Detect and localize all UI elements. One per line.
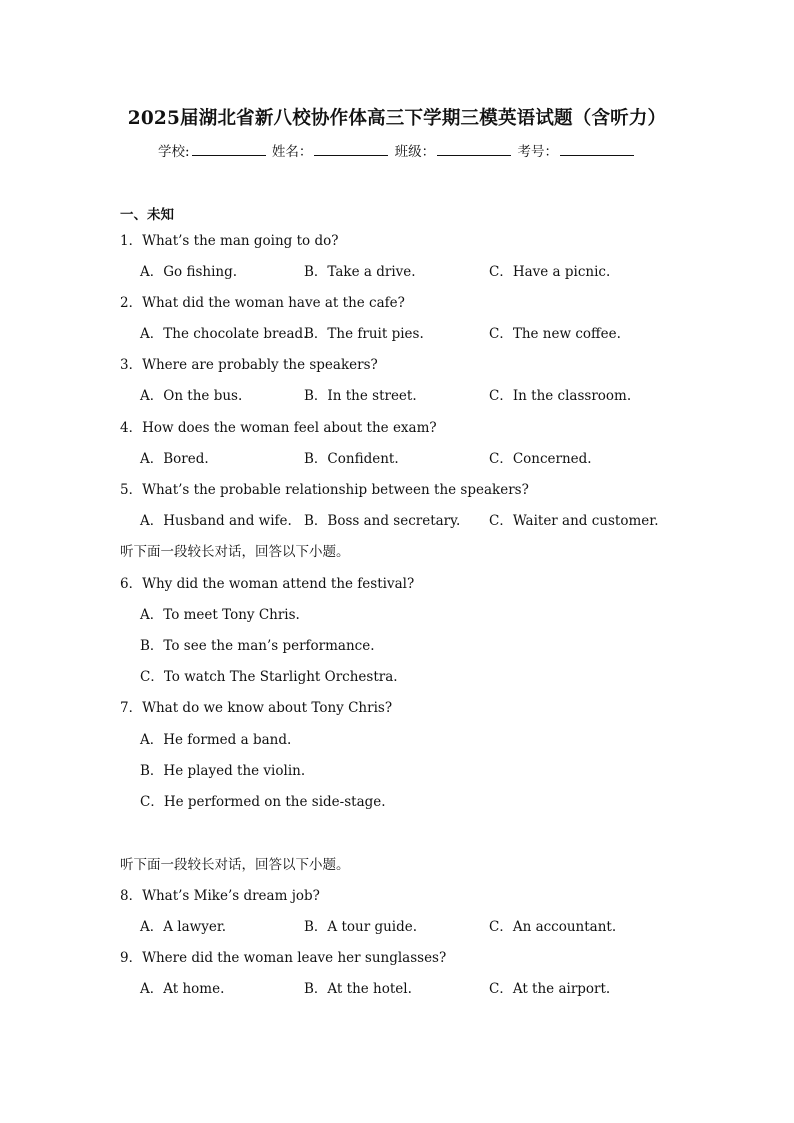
question-stem: 3．Where are probably the speakers? <box>120 357 378 373</box>
class-label: 班级： <box>394 144 436 160</box>
class-blank <box>437 143 511 156</box>
option-a: A．The chocolate bread. <box>140 326 308 342</box>
option-b: B．Take a drive. <box>304 264 416 280</box>
option-b: B．He played the violin. <box>140 763 306 779</box>
option-c: C．The new coffee. <box>489 326 621 342</box>
option-c: C．Waiter and customer. <box>489 513 659 529</box>
option-c: C．At the airport. <box>489 981 611 997</box>
option-a: A．At home. <box>140 981 225 997</box>
question-stem: 6．Why did the woman attend the festival? <box>120 576 415 592</box>
question-stem: 9．Where did the woman leave her sunglasses? <box>120 950 447 966</box>
option-b: B．In the street. <box>304 388 417 404</box>
question-stem: 4．How does the woman feel about the exam? <box>120 420 437 436</box>
option-a: A．Husband and wife. <box>140 513 292 529</box>
name-blank <box>314 143 388 156</box>
option-a: A．Go fishing. <box>140 264 238 280</box>
question-stem: 8．What’s Mike’s dream job? <box>120 888 320 904</box>
option-a: A．A lawyer. <box>140 919 227 935</box>
student-info-line <box>0 140 794 160</box>
school-label: 学校: <box>158 144 190 160</box>
question-stem: 2．What did the woman have at the cafe? <box>120 295 405 311</box>
page-title: 2025届湖北省新八校协作体高三下学期三模英语试题（含听力） <box>127 108 667 129</box>
listening-intro: 听下面一段较长对话，回答以下小题。 <box>120 544 350 560</box>
option-c: C．In the classroom. <box>489 388 632 404</box>
listening-intro: 听下面一段较长对话，回答以下小题。 <box>120 857 350 873</box>
name-label: 姓名： <box>271 144 313 160</box>
option-c: C．To watch The Starlight Orchestra. <box>140 669 398 685</box>
option-b: B．Boss and secretary. <box>304 513 461 529</box>
question-stem: 1．What’s the man going to do? <box>120 233 339 249</box>
option-b: B．The fruit pies. <box>304 326 424 342</box>
option-c: C．He performed on the side-stage. <box>140 794 386 810</box>
option-a: A．He formed a band. <box>140 732 292 748</box>
question-stem: 5．What’s the probable relationship between the speakers? <box>120 482 529 498</box>
option-c: C．An accountant. <box>489 919 617 935</box>
option-b: B．A tour guide. <box>304 919 418 935</box>
section-heading: 一、未知 <box>120 207 174 223</box>
option-b: B．Confident. <box>304 451 399 467</box>
exam-number-label: 考号： <box>517 144 558 160</box>
option-b: B．To see the man’s performance. <box>140 638 375 654</box>
option-a: A．To meet Tony Chris. <box>140 607 300 623</box>
question-stem: 7．What do we know about Tony Chris? <box>120 700 393 716</box>
option-c: C．Concerned. <box>489 451 592 467</box>
option-a: A．Bored. <box>140 451 209 467</box>
school-blank <box>192 143 266 156</box>
exam-number-blank <box>560 143 634 156</box>
option-b: B．At the hotel. <box>304 981 412 997</box>
option-a: A．On the bus. <box>140 388 243 404</box>
option-c: C．Have a picnic. <box>489 264 611 280</box>
